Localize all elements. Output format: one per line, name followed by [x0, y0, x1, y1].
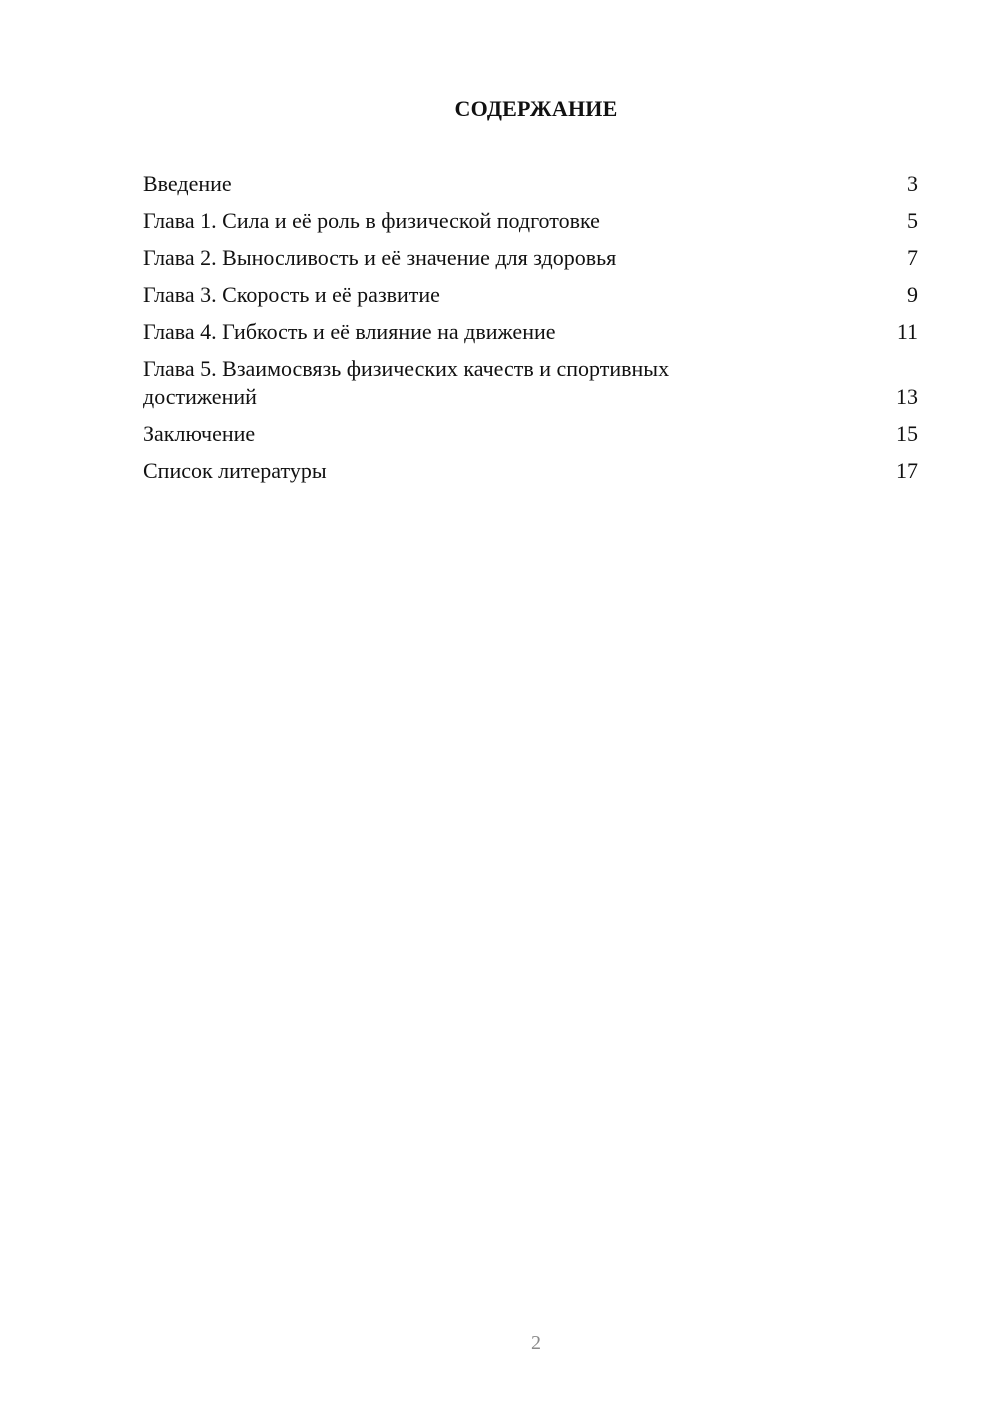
toc-entry-introduction [143, 170, 918, 198]
toc-entry-chapter-5 [143, 355, 918, 411]
toc-entry-title: Глава 1. Сила и её роль в физической подготовке [143, 208, 600, 233]
toc-heading: СОДЕРЖАНИЕ [454, 96, 618, 121]
toc-entry-conclusion [143, 420, 918, 448]
toc-entry-bibliography [143, 457, 918, 485]
toc-entry-title: Введение [143, 171, 232, 196]
toc-entry-title: Глава 5. Взаимосвязь физических качеств и спортивных достижений [143, 356, 670, 409]
toc-entry-title: Список литературы [143, 458, 327, 483]
toc-entry-page: 11 [896, 319, 918, 344]
toc-entry-chapter-4 [143, 318, 918, 346]
toc-entry-page: 17 [896, 458, 918, 483]
page-number: 2 [531, 1332, 541, 1354]
table-of-contents [143, 170, 918, 494]
toc-entry-title: Глава 2. Выносливость и её значение для здоровья [143, 245, 617, 270]
toc-entry-chapter-3 [143, 281, 918, 309]
toc-entry-page: 13 [896, 384, 918, 409]
toc-entry-title: Глава 4. Гибкость и её влияние на движение [143, 319, 556, 344]
toc-entry-page: 5 [907, 208, 918, 233]
toc-entry-chapter-1 [143, 207, 918, 235]
toc-entry-page: 3 [907, 171, 918, 196]
toc-entry-chapter-2 [143, 244, 918, 272]
toc-entry-title: Глава 3. Скорость и её развитие [143, 282, 440, 307]
toc-entry-title: Заключение [143, 421, 256, 446]
toc-entry-page: 15 [896, 421, 918, 446]
toc-entry-page: 9 [907, 282, 918, 307]
toc-entry-page: 7 [907, 245, 918, 270]
